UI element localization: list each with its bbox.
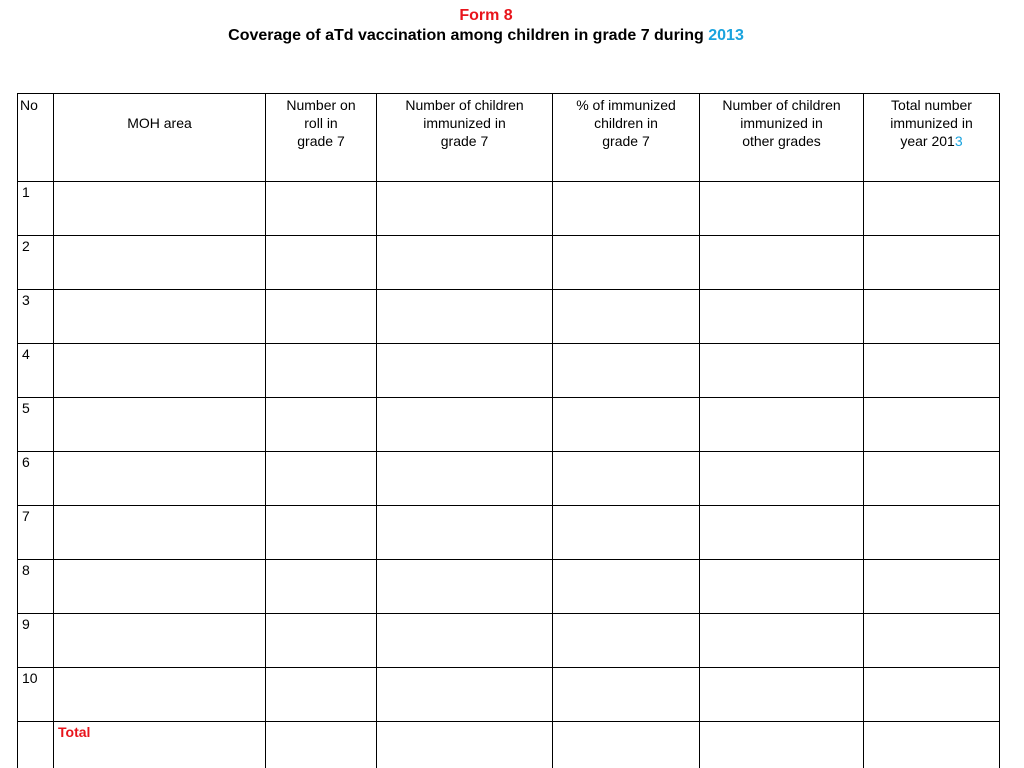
header-total-immunized	[864, 94, 1000, 182]
percent-immunized-cell[interactable]	[553, 560, 700, 614]
table-row	[18, 236, 1000, 290]
moh-area-cell[interactable]	[54, 236, 266, 290]
moh-area-cell[interactable]	[54, 344, 266, 398]
number-on-roll-cell[interactable]	[266, 560, 377, 614]
total-total-immunized-cell[interactable]	[864, 722, 1000, 768]
header-line: Number on	[286, 97, 356, 113]
total-immunized-cell[interactable]	[864, 182, 1000, 236]
header-moh-area: MOH area	[54, 94, 266, 182]
total-immunized-cell[interactable]	[864, 614, 1000, 668]
header-line: children in	[594, 115, 658, 131]
header-row	[18, 94, 1000, 182]
total-immunized-cell[interactable]	[864, 668, 1000, 722]
immunized-grade7-cell[interactable]	[377, 614, 553, 668]
immunized-other-grades-cell[interactable]	[700, 182, 864, 236]
header-line: % of immunized	[576, 97, 676, 113]
header-line: grade 7	[440, 133, 489, 149]
total-immunized-cell[interactable]	[864, 290, 1000, 344]
number-on-roll-cell[interactable]	[266, 614, 377, 668]
table-row	[18, 452, 1000, 506]
percent-immunized-cell[interactable]	[553, 452, 700, 506]
table-row	[18, 506, 1000, 560]
row-number: 10	[18, 668, 54, 722]
number-on-roll-cell[interactable]	[266, 290, 377, 344]
header-year-digit: 3	[954, 133, 963, 149]
moh-area-cell[interactable]	[54, 614, 266, 668]
immunized-grade7-cell[interactable]	[377, 452, 553, 506]
table-row	[18, 182, 1000, 236]
header-line: grade 7	[602, 133, 650, 149]
header-line: other grades	[742, 133, 821, 149]
row-number: 1	[18, 182, 54, 236]
moh-area-cell[interactable]	[54, 290, 266, 344]
total-immunized-cell[interactable]	[864, 344, 1000, 398]
header-line: immunized in	[740, 115, 823, 131]
header-line: Number of children	[405, 97, 524, 113]
immunized-other-grades-cell[interactable]	[700, 344, 864, 398]
form-title: Form 8	[459, 7, 513, 24]
subtitle-year: 2013	[708, 27, 744, 44]
immunized-other-grades-cell[interactable]	[700, 560, 864, 614]
header-line: Total number	[891, 97, 972, 113]
percent-immunized-cell[interactable]	[553, 344, 700, 398]
row-number: 6	[18, 452, 54, 506]
percent-immunized-cell[interactable]	[553, 290, 700, 344]
total-immunized-grade7-cell[interactable]	[377, 722, 553, 768]
immunized-grade7-cell[interactable]	[377, 290, 553, 344]
total-row-number-cell	[18, 722, 54, 768]
total-label: Total	[58, 724, 91, 740]
immunized-other-grades-cell[interactable]	[700, 452, 864, 506]
row-number: 9	[18, 614, 54, 668]
percent-immunized-cell[interactable]	[553, 398, 700, 452]
moh-area-cell[interactable]	[54, 182, 266, 236]
percent-immunized-cell[interactable]	[553, 236, 700, 290]
number-on-roll-cell[interactable]	[266, 668, 377, 722]
total-immunized-cell[interactable]	[864, 506, 1000, 560]
row-number: 2	[18, 236, 54, 290]
immunized-grade7-cell[interactable]	[377, 560, 553, 614]
header-line: grade 7	[297, 133, 345, 149]
number-on-roll-cell[interactable]	[266, 452, 377, 506]
table-row	[18, 344, 1000, 398]
moh-area-cell[interactable]	[54, 560, 266, 614]
number-on-roll-cell[interactable]	[266, 344, 377, 398]
immunized-other-grades-cell[interactable]	[700, 668, 864, 722]
immunized-other-grades-cell[interactable]	[700, 614, 864, 668]
total-number-on-roll-cell[interactable]	[266, 722, 377, 768]
row-number: 7	[18, 506, 54, 560]
total-immunized-cell[interactable]	[864, 452, 1000, 506]
header-number-on-roll	[266, 94, 377, 182]
row-number: 3	[18, 290, 54, 344]
immunized-grade7-cell[interactable]	[377, 236, 553, 290]
coverage-table	[17, 93, 1000, 768]
moh-area-cell[interactable]	[54, 398, 266, 452]
header-immunized-grade7	[377, 94, 553, 182]
percent-immunized-cell[interactable]	[553, 506, 700, 560]
header-line: immunized in	[890, 115, 973, 131]
percent-immunized-cell[interactable]	[553, 614, 700, 668]
moh-area-cell[interactable]	[54, 506, 266, 560]
immunized-other-grades-cell[interactable]	[700, 236, 864, 290]
header-line: year 201	[900, 133, 955, 149]
number-on-roll-cell[interactable]	[266, 398, 377, 452]
table-row	[18, 290, 1000, 344]
total-immunized-cell[interactable]	[864, 560, 1000, 614]
header-immunized-other-grades	[700, 94, 864, 182]
form-subtitle	[0, 26, 972, 46]
immunized-grade7-cell[interactable]	[377, 506, 553, 560]
immunized-grade7-cell[interactable]	[377, 182, 553, 236]
row-number: 5	[18, 398, 54, 452]
immunized-grade7-cell[interactable]	[377, 344, 553, 398]
immunized-grade7-cell[interactable]	[377, 398, 553, 452]
total-immunized-cell[interactable]	[864, 236, 1000, 290]
subtitle-text: Coverage of aTd vaccination among children in grade 7 during	[228, 27, 709, 44]
table-row	[18, 614, 1000, 668]
total-percent-immunized-cell[interactable]	[553, 722, 700, 768]
header-line: roll in	[304, 115, 338, 131]
table-row	[18, 668, 1000, 722]
header-line: immunized in	[423, 115, 506, 131]
percent-immunized-cell[interactable]	[553, 182, 700, 236]
immunized-grade7-cell[interactable]	[377, 668, 553, 722]
number-on-roll-cell[interactable]	[266, 506, 377, 560]
row-number: 4	[18, 344, 54, 398]
header-no: No	[18, 94, 54, 182]
moh-area-cell[interactable]	[54, 452, 266, 506]
immunized-other-grades-cell[interactable]	[700, 398, 864, 452]
immunized-other-grades-cell[interactable]	[700, 506, 864, 560]
percent-immunized-cell[interactable]	[553, 668, 700, 722]
header-percent-immunized	[553, 94, 700, 182]
total-immunized-other-grades-cell[interactable]	[700, 722, 864, 768]
table-row	[18, 398, 1000, 452]
number-on-roll-cell[interactable]	[266, 182, 377, 236]
moh-area-cell[interactable]	[54, 668, 266, 722]
row-number: 8	[18, 560, 54, 614]
immunized-other-grades-cell[interactable]	[700, 290, 864, 344]
total-label-cell	[54, 722, 266, 768]
number-on-roll-cell[interactable]	[266, 236, 377, 290]
total-row	[18, 722, 1000, 768]
header-line: Number of children	[722, 97, 841, 113]
table-row	[18, 560, 1000, 614]
total-immunized-cell[interactable]	[864, 398, 1000, 452]
